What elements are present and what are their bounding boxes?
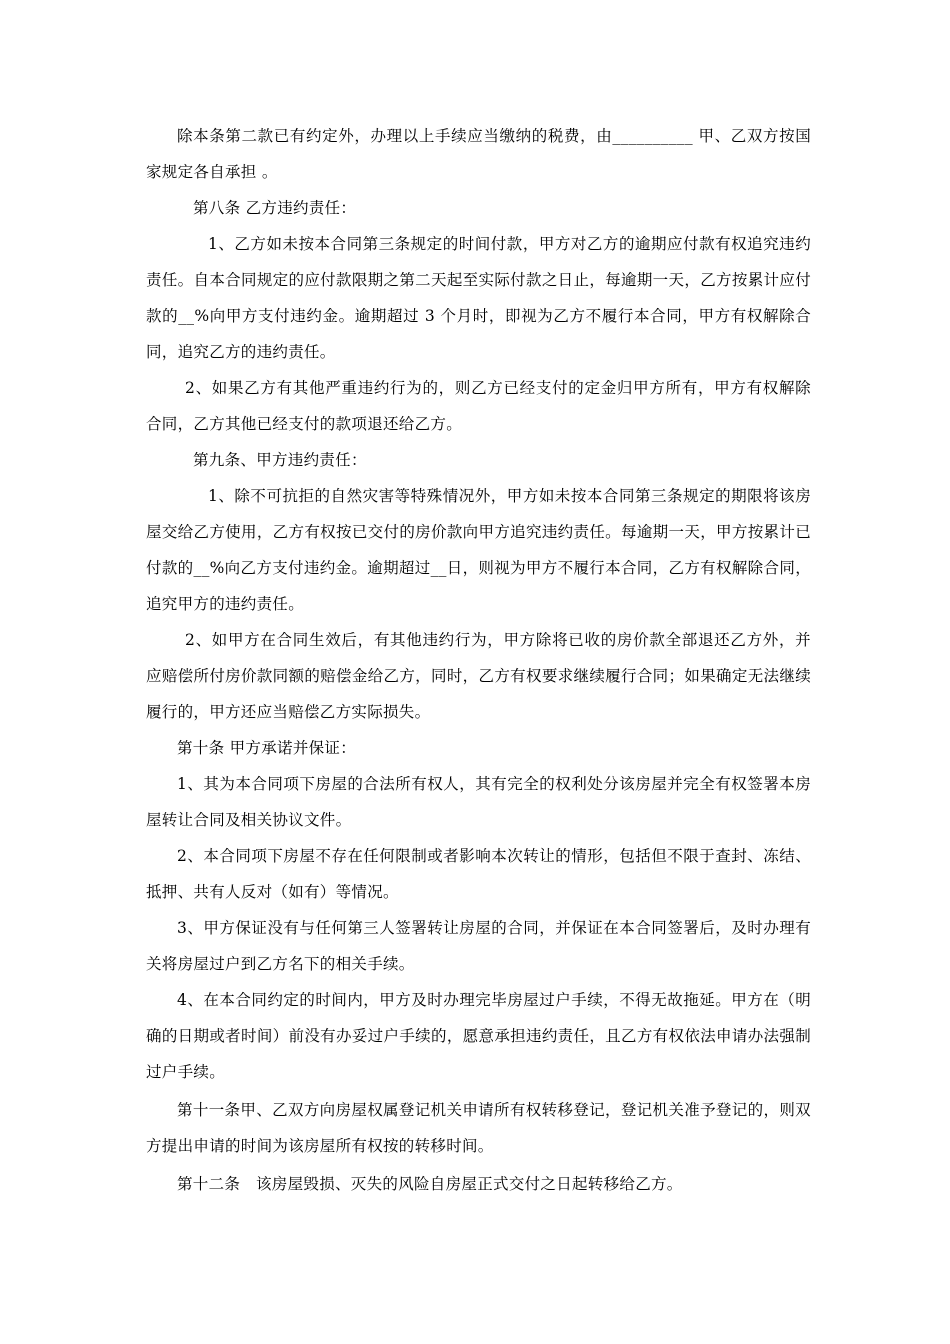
heading-article-8: 第八条 乙方违约责任： <box>193 199 357 217</box>
paragraph-article-10-item-1: 1、其为本合同项下房屋的合法所有权人，其有完全的权利处分该房屋并完全有权签署本房屋转让合同及相关协议文件。 <box>146 775 811 829</box>
heading-article-10: 第十条 甲方承诺并保证： <box>177 739 357 757</box>
paragraph-taxes: 除本条第二款已有约定外，办理以上手续应当缴纳的税费，由__________ 甲、乙双方按国家规定各自承担 。 <box>146 127 811 181</box>
paragraph-article-11: 第十一条甲、乙双方向房屋权属登记机关申请所有权转移登记，登记机关准予登记的，则双方提出申请的时间为该房屋所有权按的转移时间。 <box>146 1101 811 1155</box>
paragraph-article-10-item-2: 2、本合同项下房屋不存在任何限制或者影响本次转让的情形，包括但不限于查封、冻结、抵押、共有人反对（如有）等情况。 <box>146 847 811 901</box>
paragraph-article-10-item-4: 4、在本合同约定的时间内，甲方及时办理完毕房屋过户手续，不得无故拖延。甲方在（明确的日期或者时间）前没有办妥过户手续的，愿意承担违约责任，且乙方有权依法申请办法强制过户手续。 <box>146 991 811 1081</box>
paragraph-article-8-item-1: 1、乙方如未按本合同第三条规定的时间付款，甲方对乙方的逾期应付款有权追究违约责任。自本合同规定的应付款限期之第二天起至实际付款之日止，每逾期一天，乙方按累计应付款的__%向甲方支付违约金。逾期超过 3 个月时，即视为乙方不履行本合同，甲方有权解除合同，追究乙方的违约责任。 <box>146 235 811 361</box>
document-body <box>146 118 811 1202</box>
paragraph-article-10-item-3: 3、甲方保证没有与任何第三人签署转让房屋的合同，并保证在本合同签署后，及时办理有关将房屋过户到乙方名下的相关手续。 <box>146 919 811 973</box>
paragraph-article-8-item-2: 2、如果乙方有其他严重违约行为的，则乙方已经支付的定金归甲方所有，甲方有权解除合同，乙方其他已经支付的款项退还给乙方。 <box>146 379 811 433</box>
paragraph-article-9-item-2: 2、如甲方在合同生效后，有其他违约行为，甲方除将已收的房价款全部退还乙方外，并应赔偿所付房价款同额的赔偿金给乙方，同时，乙方有权要求继续履行合同；如果确定无法继续履行的，甲方还应当赔偿乙方实际损失。 <box>146 631 811 721</box>
paragraph-article-9-item-1: 1、除不可抗拒的自然灾害等特殊情况外，甲方如未按本合同第三条规定的期限将该房屋交给乙方使用，乙方有权按已交付的房价款向甲方追究违约责任。每逾期一天，甲方按累计已付款的__%向乙方支付违约金。逾期超过__日，则视为甲方不履行本合同，乙方有权解除合同，追究甲方的违约责任。 <box>146 487 811 613</box>
paragraph-article-12: 第十二条 该房屋毁损、灭失的风险自房屋正式交付之日起转移给乙方。 <box>177 1175 683 1193</box>
heading-article-9: 第九条、甲方违约责任： <box>193 451 367 469</box>
